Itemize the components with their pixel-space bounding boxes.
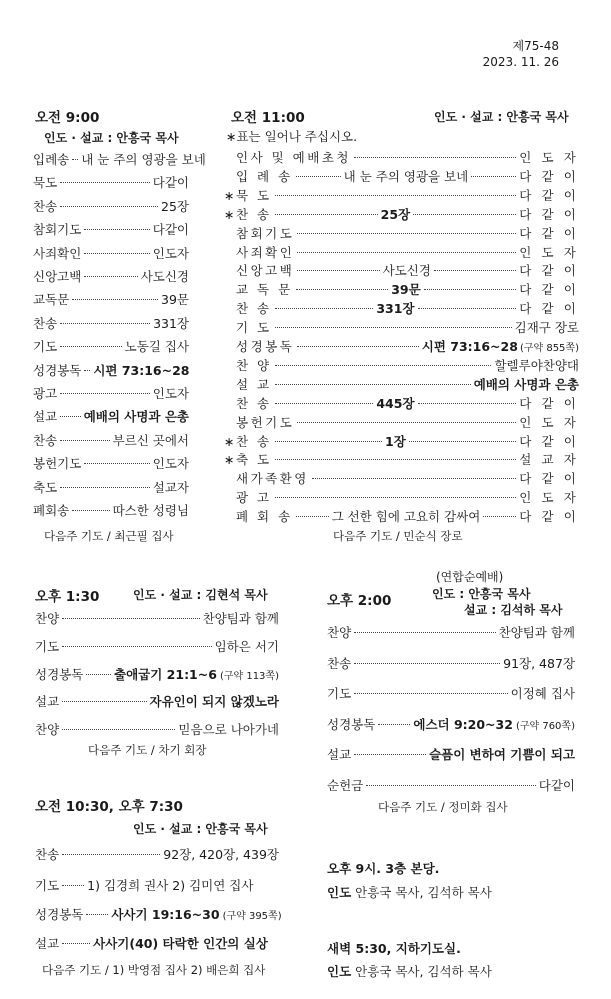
s4-row-label: 설교	[327, 747, 352, 763]
s2-row-label: 찬 송	[236, 395, 272, 411]
s1-row-label: 사죄확인	[33, 245, 82, 261]
leader-dots	[62, 729, 175, 730]
s2-row-page: (구약 855쪽)	[519, 343, 579, 354]
s1-row-label: 신앙고백	[33, 269, 82, 284]
s2-row-label: 찬 송	[236, 433, 272, 449]
leader-dots	[275, 384, 471, 385]
s1-row-value: 설교자	[152, 479, 189, 495]
s2-row	[224, 148, 579, 166]
s1-row-value: 인도자	[152, 456, 189, 472]
leader-dots	[434, 270, 516, 271]
s2-leaders: 인도 · 설교 : 안흥국 목사	[434, 110, 569, 124]
s1-row	[33, 431, 189, 449]
s7-leaders-value: 안흥국 목사, 김석하 목사	[355, 964, 492, 979]
leader-dots	[354, 693, 507, 694]
s5-reading-page: (구약 395쪽)	[222, 911, 282, 922]
s2-row-label: 찬 송	[236, 301, 272, 317]
s4-row	[327, 745, 575, 763]
leader-dots	[366, 785, 536, 786]
s2-row-value: 다 같 이	[519, 282, 580, 298]
s5-hymn-value: 92장, 420장, 439장	[163, 847, 279, 862]
leader-dots	[275, 497, 517, 498]
s1-row-value: 사도신경	[140, 269, 189, 284]
leader-dots	[62, 646, 211, 647]
s1-row-value: 시편 73:16~28	[93, 362, 190, 378]
bulletin-date: 2023. 11. 26	[482, 55, 559, 69]
s2-row	[224, 243, 579, 261]
s2-row-star: ∗	[224, 187, 237, 203]
s4-row-page: (구약 760쪽)	[515, 720, 575, 732]
s5-prayer-value: 1) 김경희 권사 2) 김미연 집사	[87, 878, 254, 893]
s3-row-page: (구약 113쪽)	[219, 670, 279, 682]
s2-row-value: 다 같 이	[519, 263, 579, 279]
s2-row-label: 교 독 문	[236, 282, 293, 298]
leader-dots	[418, 403, 517, 404]
leader-dots	[60, 182, 150, 183]
leader-dots	[84, 229, 149, 230]
leader-dots	[60, 416, 81, 417]
s5-prayer-label: 기도	[35, 878, 60, 893]
leader-dots	[72, 159, 78, 160]
leader-dots	[275, 195, 517, 196]
leader-dots	[378, 724, 410, 725]
leader-dots	[275, 441, 382, 442]
s6-leaders-value: 안흥국 목사, 김석하 목사	[355, 885, 492, 900]
s1-row-value: 39문	[161, 292, 189, 308]
s1-row-value: 인도자	[152, 245, 189, 261]
s5-reading-label: 성경봉독	[35, 907, 84, 922]
leader-dots	[62, 701, 146, 702]
s1-row-label: 축도	[33, 479, 58, 495]
leader-dots	[418, 308, 517, 309]
s3-row-label: 성경봉독	[35, 666, 84, 682]
s1-row	[33, 407, 189, 425]
s1-row	[33, 501, 189, 519]
leader-dots	[62, 943, 90, 944]
s1-row-label: 성경봉독	[33, 362, 82, 378]
s1-row	[33, 150, 206, 168]
leader-dots	[354, 632, 495, 633]
s2-row-value: 인 도 자	[519, 150, 579, 165]
s5-hymn-row	[35, 845, 279, 863]
s3-row-label: 찬양	[35, 722, 60, 738]
s1-row	[33, 478, 189, 496]
s2-row	[224, 488, 579, 506]
s5-next-prayer: 다음주 기도 / 1) 박영점 집사 2) 배은희 집사	[42, 963, 266, 977]
leader-dots	[84, 370, 90, 371]
leader-dots	[297, 252, 516, 253]
s3-row-label: 기도	[35, 638, 60, 654]
s2-row	[224, 450, 579, 468]
s5-hymn-label: 찬송	[35, 847, 60, 862]
leader-dots	[62, 885, 84, 886]
s2-next-prayer: 다음주 기도 / 민순식 장로	[333, 529, 463, 543]
s2-row	[224, 280, 579, 298]
s2-row	[224, 375, 579, 393]
s2-row-label: 신앙고백	[236, 263, 295, 279]
leader-dots	[296, 176, 341, 177]
s5-reading-value: 사사기 19:16~30	[111, 907, 220, 922]
s6-leaders	[327, 883, 492, 901]
s4-leader2: 설교 : 김석하 목사	[464, 603, 563, 617]
leader-dots	[297, 233, 516, 234]
s1-row	[33, 267, 189, 285]
s2-row-label: 광 고	[236, 490, 272, 506]
s7-title: 새벽 5:30, 지하기도실.	[327, 941, 461, 956]
s2-title: 오전 11:00	[231, 110, 305, 126]
s2-row-star: ∗	[224, 452, 237, 468]
s2-row-value: 다 같 이	[519, 433, 579, 449]
s7-leaders	[327, 962, 492, 980]
s2-row-label: 성경봉독	[236, 339, 295, 354]
s6-title: 오후 9시. 3층 본당.	[327, 861, 440, 876]
s1-row-label: 입례송	[33, 152, 70, 167]
leader-dots	[275, 327, 512, 328]
s4-row-label: 성경봉독	[327, 716, 376, 732]
s4-row-value: 에스더 9:20~32	[413, 716, 513, 732]
leader-dots	[60, 323, 150, 324]
leader-dots	[84, 276, 137, 277]
s2-row-value: 다 같 이	[519, 168, 580, 184]
s3-row-value: 임하은 서기	[214, 638, 279, 654]
s2-row-value: 다 같 이	[519, 509, 580, 525]
s2-row	[224, 432, 579, 450]
s1-row	[33, 361, 189, 379]
s1-row-value: 25장	[161, 198, 189, 214]
s3-row-value: 찬양팀과 함께	[202, 611, 279, 626]
leader-dots	[354, 754, 426, 755]
s2-row-item: 내 눈 주의 영광을 보네	[343, 168, 469, 184]
s1-row	[33, 244, 189, 262]
s2-row-label: 찬 양	[236, 357, 272, 373]
s1-row	[33, 454, 189, 472]
s2-row-value: 인 도 자	[519, 244, 579, 260]
s4-row	[327, 776, 575, 794]
s1-row-label: 참회기도	[33, 222, 82, 238]
s1-row-value: 노동길 집사	[124, 339, 189, 355]
s2-row-label: 인사 및 예배초청	[236, 150, 351, 165]
leader-dots	[84, 253, 149, 254]
s2-row	[224, 167, 579, 185]
s3-leaders: 인도 · 설교 : 김현석 목사	[133, 588, 268, 602]
s1-row-label: 묵도	[33, 175, 58, 191]
leader-dots	[60, 206, 158, 207]
s2-row-value: 다 같 이	[519, 301, 580, 317]
leader-dots	[60, 440, 109, 441]
s3-row-value: 믿음으로 나아가네	[178, 722, 279, 738]
leader-dots	[60, 393, 150, 394]
s5-sermon-label: 설교	[35, 936, 60, 951]
s4-row	[327, 654, 575, 672]
s1-title: 오전 9:00	[35, 110, 100, 126]
s5-leaders: 인도 · 설교 : 안흥국 목사	[133, 822, 268, 836]
s4-row-label: 기도	[327, 686, 352, 702]
s2-row-value: 예배의 사명과 은총	[473, 376, 579, 392]
s3-row	[35, 692, 279, 710]
s1-next-prayer: 다음주 기도 / 최근필 집사	[44, 529, 174, 543]
leader-dots	[62, 854, 160, 855]
s2-row	[224, 205, 579, 223]
s2-row	[224, 261, 579, 279]
s4-next-prayer: 다음주 기도 / 정미화 집사	[378, 800, 508, 814]
leader-dots	[424, 289, 517, 290]
s2-row-value: 다 같 이	[519, 187, 579, 203]
s2-row-label: 찬 송	[236, 206, 272, 222]
s2-row-item: 그 선한 힘에 고요히 감싸여	[331, 509, 481, 525]
s2-row-value: 김재구 장로	[514, 320, 579, 336]
leader-dots	[275, 365, 492, 366]
s1-row	[33, 290, 189, 308]
s2-row-label: 설 교	[236, 376, 272, 392]
s1-row-value: 인도자	[152, 386, 189, 401]
s1-row	[33, 384, 189, 402]
s2-row-item: 445장	[376, 395, 415, 411]
s2-row	[224, 299, 579, 317]
s1-row-label: 폐회송	[33, 503, 70, 518]
s3-row	[35, 720, 279, 738]
s7-leaders-label: 인도	[327, 964, 352, 979]
s2-row	[224, 413, 579, 431]
s2-row-label: 묵 도	[236, 187, 272, 203]
s4-row-label: 찬송	[327, 655, 352, 671]
s1-row-label: 기도	[33, 339, 58, 355]
s5-title: 오전 10:30, 오후 7:30	[35, 799, 183, 815]
bulletin-number: 제75-48	[512, 39, 559, 53]
s1-row-value: 예배의 사명과 은총	[83, 409, 189, 425]
s2-row-value: 할렐루야찬양대	[494, 357, 579, 373]
s2-row-label: 참회기도	[236, 225, 295, 241]
s2-row-star: ∗	[224, 433, 237, 449]
s2-row-item: 사도신경	[382, 263, 431, 279]
leader-dots	[275, 459, 517, 460]
s2-row-item: 39문	[391, 282, 421, 298]
s2-row-value: 다 같 이	[519, 225, 579, 241]
s1-row-label: 광고	[33, 386, 58, 401]
s4-row-label: 찬양	[327, 625, 352, 640]
s4-row-value: 91장, 487장	[503, 655, 575, 671]
leader-dots	[312, 478, 516, 479]
leader-dots	[275, 308, 374, 309]
leader-dots	[297, 346, 418, 347]
leader-dots	[275, 214, 378, 215]
leader-dots	[354, 157, 516, 158]
s4-row-value: 다같이	[538, 778, 575, 793]
s2-row-label: 입 례 송	[236, 168, 293, 184]
s1-row-value: 부르신 곳에서	[112, 432, 189, 448]
s5-prayer-row	[35, 876, 279, 894]
leader-dots	[72, 299, 158, 300]
s5-sermon-row	[35, 934, 279, 952]
s2-row-label: 기 도	[236, 320, 272, 336]
leader-dots	[413, 214, 516, 215]
s3-row-label: 설교	[35, 694, 60, 710]
s5-sermon-value: 사사기(40) 타락한 인간의 실상	[93, 936, 268, 951]
s1-row	[33, 197, 189, 215]
s2-row-label: 폐 회 송	[236, 509, 293, 525]
s1-leaders: 인도 · 설교 : 안흥국 목사	[44, 131, 179, 145]
s4-row-value: 이정혜 집사	[510, 686, 575, 702]
s2-row-value: 설 교 자	[519, 452, 579, 468]
s4-row-value: 찬양팀과 함께	[498, 625, 575, 640]
s2-row-label: 봉헌기도	[236, 414, 295, 430]
s2-row-value: 다 같 이	[519, 471, 579, 487]
leader-dots	[84, 463, 149, 464]
s3-title: 오후 1:30	[35, 589, 100, 605]
leader-dots	[354, 663, 500, 664]
s1-row	[33, 337, 189, 355]
s2-row	[224, 394, 579, 412]
s1-row-label: 찬송	[33, 315, 58, 331]
s2-row-value: 인 도 자	[519, 414, 579, 430]
s2-row-label: 새가족환영	[236, 471, 309, 487]
s1-row-value: 내 눈 주의 영광을 보네	[81, 152, 206, 167]
s4-row	[327, 623, 575, 641]
s2-row-label: 축 도	[236, 452, 272, 468]
s3-row-value: 출애굽기 21:1~6	[114, 666, 217, 682]
s2-row-value: 시편 73:16~28	[421, 339, 518, 354]
leader-dots	[86, 914, 108, 915]
s2-row-label: 사죄확인	[236, 244, 295, 260]
leader-dots	[483, 516, 516, 517]
s2-row-value: 다 같 이	[519, 395, 580, 411]
s2-row	[224, 469, 579, 487]
leader-dots	[409, 441, 516, 442]
leader-dots	[86, 674, 111, 675]
s1-row-value: 다같이	[152, 222, 189, 238]
s2-row	[224, 224, 579, 242]
s3-next-prayer: 다음주 기도 / 차기 회장	[88, 743, 207, 757]
s2-row	[224, 356, 579, 374]
s1-row	[33, 173, 189, 191]
s2-row	[224, 186, 579, 204]
s3-row	[35, 665, 279, 683]
leader-dots	[296, 516, 329, 517]
s3-row-label: 찬양	[35, 611, 60, 626]
s1-row-label: 교독문	[33, 292, 70, 308]
s6-leaders-label: 인도	[327, 885, 352, 900]
s2-row	[224, 318, 579, 336]
s1-row-label: 찬송	[33, 432, 58, 448]
s1-row-label: 찬송	[33, 198, 58, 214]
s2-row-item: 1장	[385, 433, 406, 449]
s3-row	[35, 609, 279, 627]
s1-row	[33, 314, 189, 332]
s1-row-label: 설교	[33, 409, 58, 425]
leader-dots	[297, 270, 379, 271]
s4-title: 오후 2:00	[327, 593, 392, 609]
leader-dots	[60, 487, 150, 488]
s1-row-label: 봉헌기도	[33, 456, 82, 472]
s1-row-value: 따스한 성령님	[112, 503, 189, 518]
leader-dots	[296, 289, 389, 290]
s2-row-item: 25장	[380, 206, 411, 222]
s4-row	[327, 715, 575, 733]
s2-row-item: 331장	[376, 301, 415, 317]
leader-dots	[275, 403, 374, 404]
s2-row-value: 인 도 자	[519, 490, 579, 506]
s2-row	[224, 337, 579, 355]
s1-row	[33, 220, 189, 238]
leader-dots	[297, 422, 516, 423]
s5-reading-row	[35, 905, 282, 923]
s1-row-value: 331장	[153, 315, 189, 331]
leader-dots	[60, 346, 121, 347]
s2-row-star: ∗	[224, 206, 237, 222]
leader-dots	[62, 618, 199, 619]
s2-star-note: ∗표는 일어나 주십시오.	[226, 129, 358, 144]
leader-dots	[471, 176, 516, 177]
s3-row	[35, 637, 279, 655]
s3-row-value: 자유인이 되지 않겠노라	[149, 694, 279, 710]
s4-row	[327, 684, 575, 702]
leader-dots	[72, 510, 109, 511]
s4-tag: (연합순예배)	[436, 570, 504, 584]
s1-row-value: 다같이	[152, 175, 189, 191]
s2-row-value: 다 같 이	[519, 206, 580, 222]
s4-row-label: 순헌금	[327, 778, 364, 793]
s4-row-value: 슬픔이 변하여 기쁨이 되고	[429, 747, 575, 763]
s4-leader1: 인도 : 안흥국 목사	[432, 587, 531, 601]
s2-row	[224, 507, 579, 525]
